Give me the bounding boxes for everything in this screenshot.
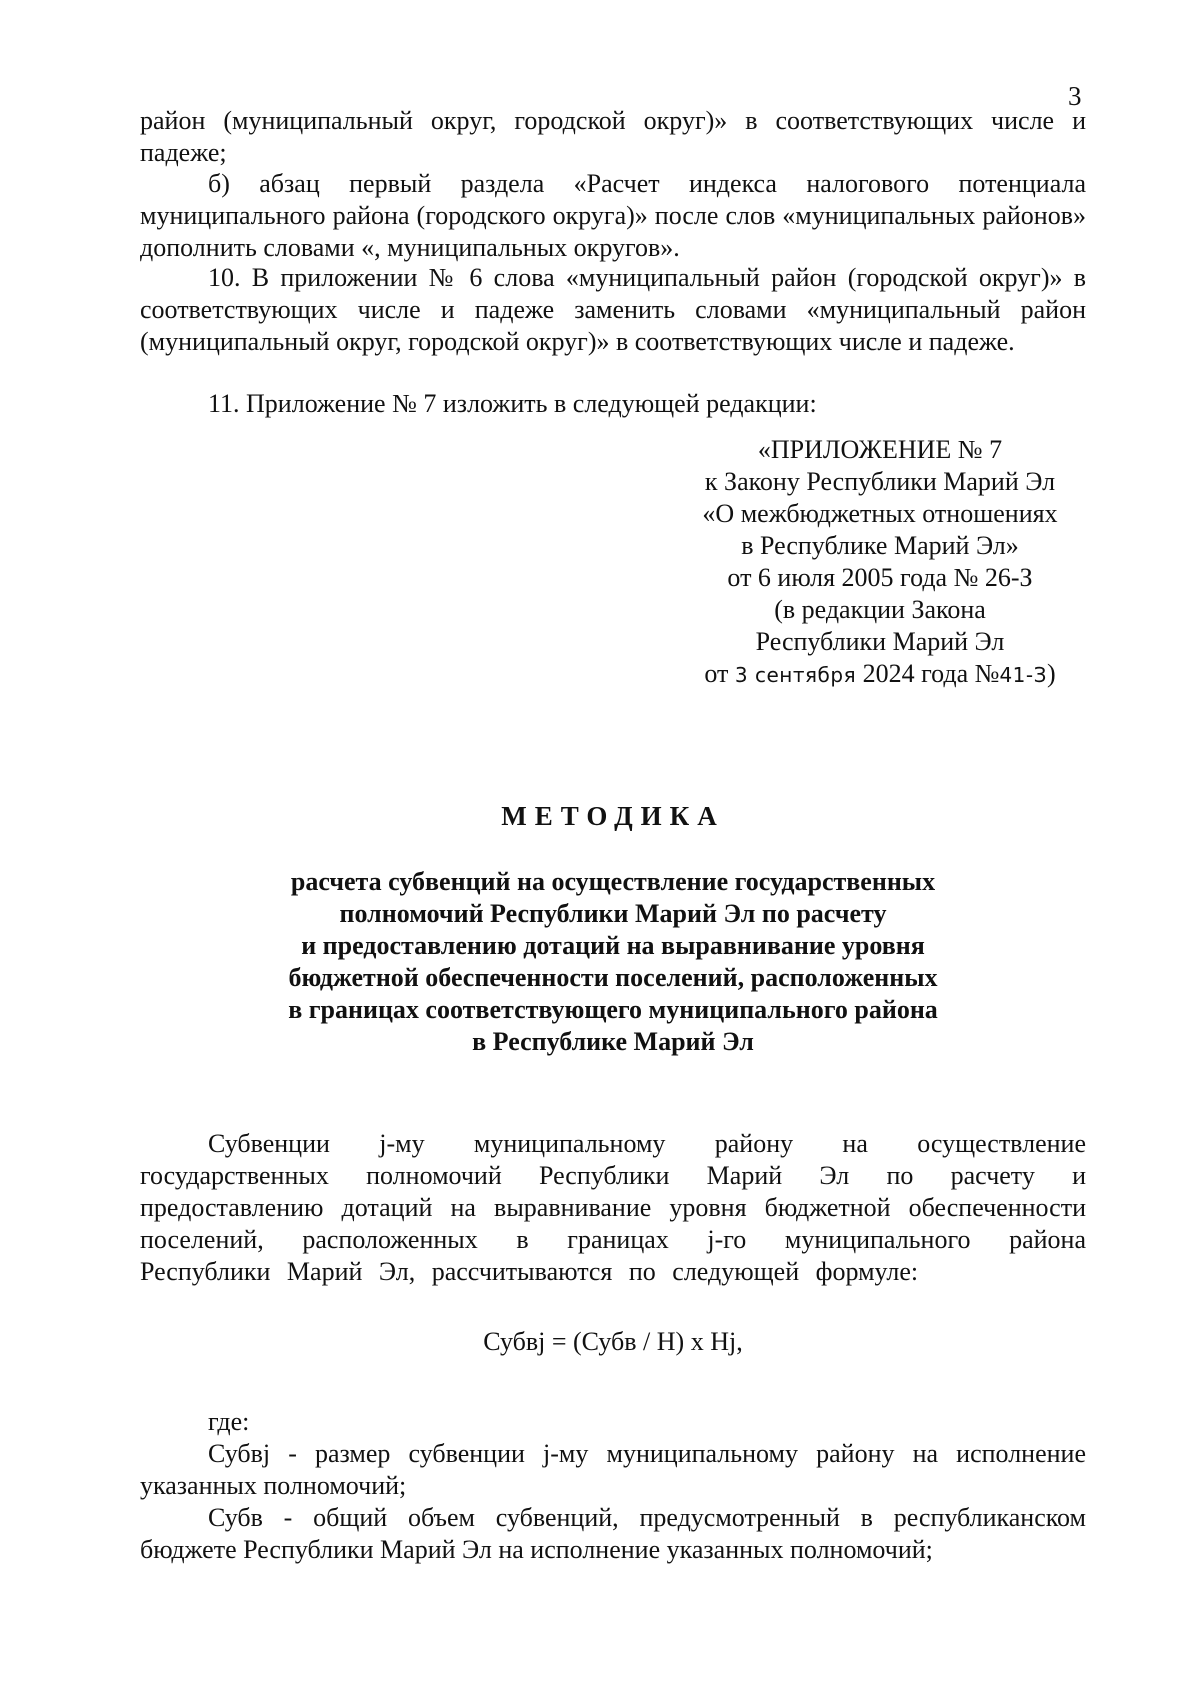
annex-prefix: от xyxy=(704,659,729,688)
subtitle-line: бюджетной обеспеченности поселений, расположенных xyxy=(288,963,938,992)
annex-year: 2024 года № xyxy=(862,659,1000,688)
definition-subv: Субв - общий объем субвенций, предусмотренный в республиканском бюджете Республики Марий Эл на исполнение указанных полномочий; xyxy=(140,1503,1086,1564)
subtitle-line: в Республике Марий Эл xyxy=(472,1027,754,1056)
handwritten-number: 41-З xyxy=(999,663,1047,687)
intro-paragraph: Субвенции j-му муниципальному району на осуществление государственных полномочий Республики Марий Эл по расчету и предоставлению дотаций на выравнивание уровня бюджетной обеспеченности поселений, расположенных в границах j-го муниципального района Республики Марий Эл, рассчитываются по следующей формуле: xyxy=(140,1129,1086,1286)
annex-line: «О межбюджетных отношениях xyxy=(702,499,1058,528)
subtitle-line: расчета субвенций на осуществление государственных xyxy=(290,867,936,896)
annex-line: к Закону Республики Марий Эл xyxy=(704,467,1056,496)
handwritten-date: 3 сентября xyxy=(734,663,857,687)
definition-subvj: Субвj - размер субвенции j-му муниципальному району на исполнение указанных полномочий; xyxy=(140,1439,1086,1500)
method-title: МЕТОДИКА xyxy=(501,801,725,831)
paragraph-continuation: район (муниципальный округ, городской округ)» в соответствующих числе и падеже; xyxy=(140,106,1086,167)
annex-header xyxy=(640,434,1120,691)
method-subtitle xyxy=(140,866,1086,1058)
annex-line: (в редакции Закона xyxy=(774,595,986,624)
paragraph-item-10: 10. В приложении № 6 слова «муниципальный район (городской округ)» в соответствующих числе и падеже заменить словами «муниципальный район (муниципальный округ, городской округ)» в соответствующих числе и падеже. xyxy=(140,263,1086,356)
page-number: 3 xyxy=(1068,81,1082,111)
subtitle-line: полномочий Республики Марий Эл по расчету xyxy=(339,899,887,928)
annex-amendment-line xyxy=(640,658,1120,691)
formula: Субвj = (Субв / Н) х Нj, xyxy=(483,1327,743,1356)
subtitle-line: и предоставлению дотаций на выравнивание уровня xyxy=(301,931,925,960)
annex-line: Республики Марий Эл xyxy=(755,627,1005,656)
annex-line: от 6 июля 2005 года № 26-З xyxy=(727,563,1033,592)
paragraph-item-11: 11. Приложение № 7 изложить в следующей редакции: xyxy=(208,389,817,418)
subtitle-line: в границах соответствующего муниципального района xyxy=(288,995,938,1024)
annex-line: в Республике Марий Эл» xyxy=(741,531,1019,560)
annex-title: «ПРИЛОЖЕНИЕ № 7 xyxy=(757,435,1003,464)
paragraph-item-b: б) абзац первый раздела «Расчет индекса налогового потенциала муниципального района (городского округа)» после слов «муниципальных районов» дополнить словами «, муниципальных округов». xyxy=(140,169,1086,262)
annex-close-paren: ) xyxy=(1046,659,1056,688)
where-label: где: xyxy=(208,1407,250,1436)
